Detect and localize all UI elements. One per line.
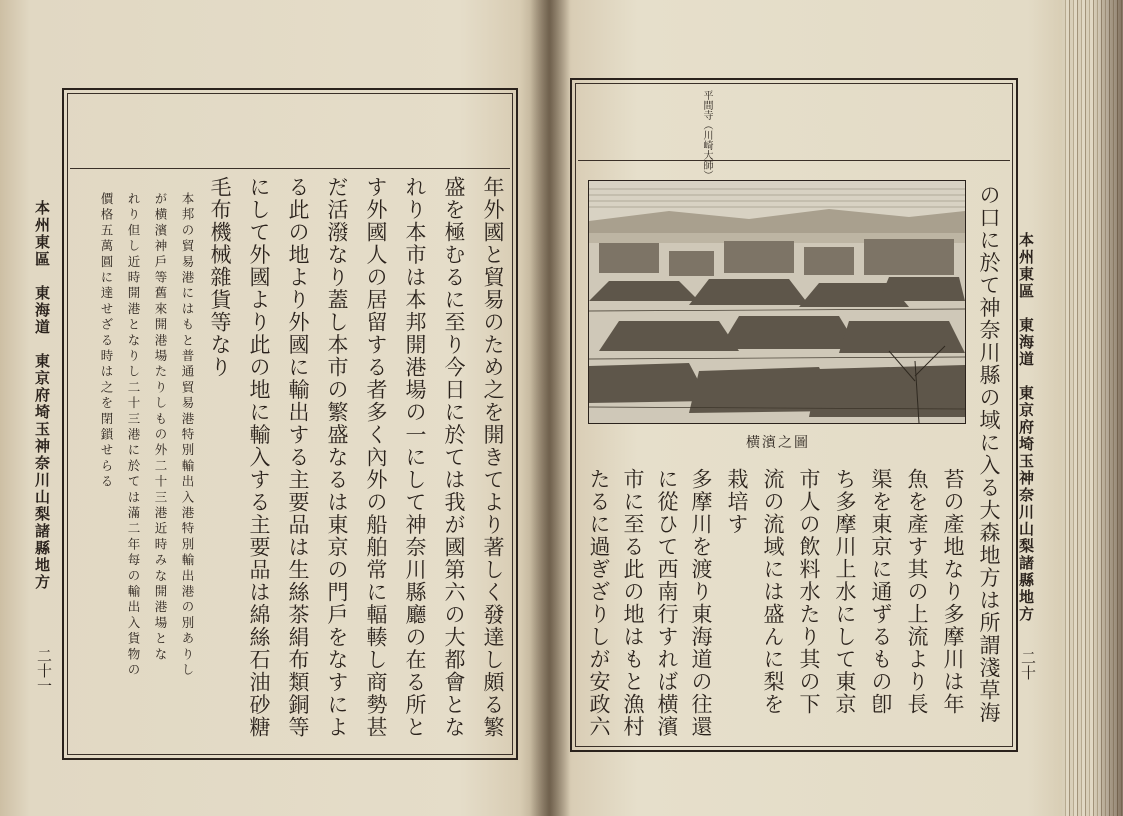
text-column: にして外國より此の地に輸入する主要品は綿絲石油砂糖 [247, 176, 271, 739]
left-page-number: 二十一 [35, 648, 53, 693]
text-column: 市に至る此の地はもと漁村 [621, 468, 645, 738]
illustration-title: 横濱之圖 [746, 435, 810, 451]
text-column: 渠を東京に通ずるもの卽 [869, 468, 893, 716]
note-column: 本邦の貿易港にはもと普通貿易港特別輸出入港特別輸出港の別ありし [180, 192, 195, 679]
note-column: れり但し近時開港となりし二十三港に於ては滿二年每の輸出入貨物の [126, 192, 141, 679]
text-column: 苔の產地なり多摩川は年 [941, 468, 965, 716]
text-column: す外國人の居留する者多く內外の船舶常に輻輳し商勢甚 [364, 176, 388, 739]
text-column: 市人の飲料水たり其の下 [797, 468, 821, 716]
left-text-frame [62, 88, 518, 760]
text-column: たるに過ぎざりしが安政六 [587, 468, 611, 738]
right-text-frame [570, 78, 1018, 752]
text-column: ち多摩川上水にして東京 [833, 468, 857, 716]
text-column: だ活潑なり蓋し本市の繁盛なるは東京の門戶をなすによ [325, 176, 349, 739]
text-column: 盛を極むるに至り今日に於ては我が國第六の大都會とな [442, 176, 466, 739]
left-text-body [74, 176, 508, 748]
right-header-panel [578, 86, 1010, 180]
text-column: に從ひて西南行すれば横濱 [655, 468, 679, 738]
text-column: る此の地より外國に輸出する主要品は生絲茶絹布類銅等 [286, 176, 310, 739]
yokohama-engraving-illustration [588, 180, 966, 424]
text-column: 流の流域には盛んに梨を [761, 468, 785, 716]
text-column: 多摩川を渡り東海道の往還 [689, 468, 713, 738]
image-caption: 平間寺（川崎大師） [701, 90, 712, 180]
left-running-head: 本州東區 東海道 東京府埼玉神奈川山梨諸縣地方 [33, 200, 51, 591]
note-column: 價格五萬圓に達せざる時は之を閉鎖せらる [99, 192, 114, 491]
note-column: が横濱神戶等舊來開港場たりしもの外二十三港近時みな開港場とな [153, 192, 168, 663]
text-column: 毛布機械雜貨等なり [208, 176, 232, 379]
text-column: 栽培す [725, 468, 749, 536]
book-gutter [530, 0, 570, 816]
left-header-panel [70, 96, 510, 169]
text-column: 年外國と貿易のため之を開きてより著しく發達し頗る繁 [481, 176, 505, 739]
right-page-number: 二十 [1019, 650, 1037, 680]
page-edges [1062, 0, 1123, 816]
right-running-head: 本州東區 東海道 東京府埼玉神奈川山梨諸縣地方 [1017, 232, 1035, 623]
text-column: 魚を產す其の上流より長 [905, 468, 929, 716]
text-column: れり本市は本邦開港場の一にして神奈川縣廳の在る所と [403, 176, 427, 739]
text-column: の口に於て神奈川縣の域に入る大森地方は所謂淺草海 [977, 184, 1001, 724]
